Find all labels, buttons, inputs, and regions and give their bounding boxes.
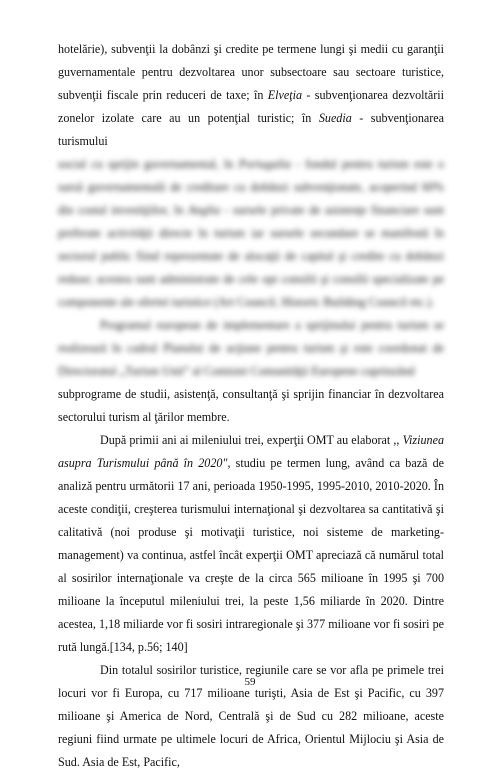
italic-text: ,, Viziunea asupra Turismului până în 2020" bbox=[58, 433, 444, 470]
paragraph bbox=[58, 38, 444, 153]
paragraph-text: , studiu pe termen lung, având ca bază de analiză pentru următorii 17 ani, perioada 1950-1995, 1995-2010, 2010-2020. În aceste condiţii, creşterea turismului internaţional şi dezvoltarea sa cantitativă şi calitativă (noi produse şi motivaţii turistice, noi sisteme de marketing-management) va continua, astfel încât experţii OMT apreciază că numărul total al sosirilor internaţionale va creşte de la circa 565 milioane în 1995 şi 700 milioane la începutul mileniului trei, la peste 1,56 miliarde în 2020. Dintre acestea, 1,18 miliarde vor fi sosiri intraregionale şi 377 milioane vor fi sosiri pe rută lungă.[134, p.56; 140] bbox=[58, 456, 444, 654]
paragraph bbox=[58, 429, 444, 659]
italic-text: Suedia bbox=[318, 111, 352, 125]
paragraph bbox=[58, 383, 444, 429]
blurred-paragraph bbox=[58, 314, 444, 383]
page-number: 59 bbox=[244, 676, 256, 688]
paragraph-text: - subvenţionarea turismului bbox=[58, 111, 445, 148]
paragraph-text: hotelărie), subvenţii la dobânzi şi credite pe termene lungi şi medii cu garanţii guvernamentale pentru dezvoltarea unor subsectoare sau sectoare turistice, subvenţii fiscale prin reduceri de taxe; în bbox=[58, 42, 444, 102]
paragraph-text: - subvenţionarea dezvoltării zonelor izolate care au un potenţial turistic; în bbox=[58, 88, 445, 125]
italic-text: Portugalia bbox=[238, 157, 291, 171]
paragraph-text: Programul european de implementare a sprijinului pentru turism se realizează în cadrul Planului de acţiune pentru turism şi este coordonat de Directoratul „Turism Unit” al Comisiei Comunităţii Europene cuprinzând bbox=[58, 318, 444, 378]
paragraph-text: social cu sprijin guvernamental, în bbox=[58, 157, 239, 171]
italic-text: Anglia bbox=[187, 203, 221, 217]
blurred-paragraph bbox=[58, 153, 444, 314]
paragraph-text: După primii ani ai mileniului trei, experţii OMT au elaborat bbox=[100, 433, 394, 447]
italic-text: Elveţia bbox=[267, 88, 303, 102]
paragraph-text: - sursele private de asistenţe financiare sunt preferate activităţii directe în turism iar sursele secundare se manifestă în sectorul public fiind reprezentate de alocaţii de capital şi credite cu dobânzi reduse; acestea sunt administrate de cele opt consilii şi consilii specializate pe componente ale ofertei turistice (Art Council, Historic Building Council etc.). bbox=[58, 203, 444, 309]
body-text bbox=[58, 38, 444, 774]
paragraph-text: subprograme de studii, asistenţă, consultanţă şi sprijin financiar în dezvoltarea sectorului turism al ţărilor membre. bbox=[58, 387, 444, 424]
paragraph-text: - fondul pentru turism este o sursă guvernamentală de creditare cu dobânzi subvenţionate, acoperind 60% din costul investiţiilor, în bbox=[58, 157, 444, 217]
paragraph-text: Din totalul sosirilor turistice, regiunile care se vor afla pe primele trei locuri vor fi Europa, cu 717 milioane turişti, Asia de Est şi Pacific, cu 397 milioane şi America de Nord, Centrală şi de Sud cu 282 milioane, aceste regiuni fiind urmate pe ultimele locuri de Africa, Orientul Mijlociu şi Asia de Sud. Asia de Est, Pacific, bbox=[58, 663, 444, 769]
